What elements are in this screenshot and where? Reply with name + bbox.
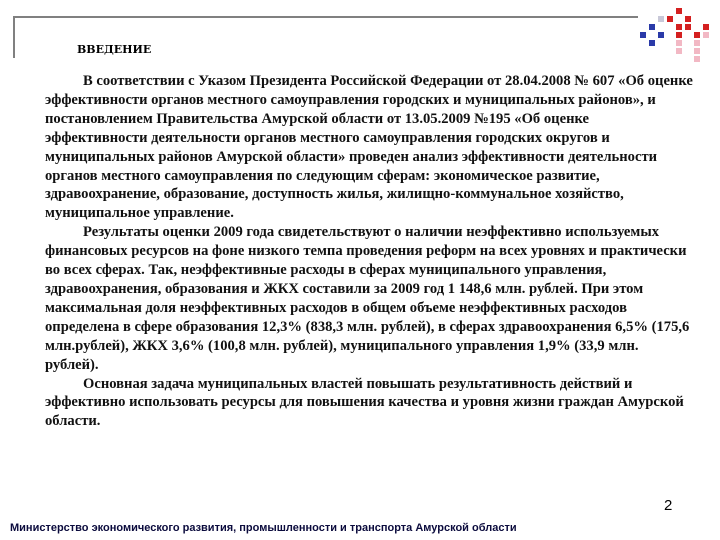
decorative-dot	[694, 56, 700, 62]
decorative-dot	[676, 32, 682, 38]
decorative-dot	[649, 40, 655, 46]
frame-horizontal-line	[13, 16, 638, 18]
body-text	[45, 72, 695, 431]
decorative-dot	[649, 24, 655, 30]
decorative-dot	[703, 32, 709, 38]
decorative-dots-logo	[640, 8, 718, 66]
decorative-dot	[694, 40, 700, 46]
decorative-dot	[667, 16, 673, 22]
frame-vertical-line	[13, 16, 15, 58]
decorative-dot	[658, 16, 664, 22]
decorative-dot	[676, 24, 682, 30]
decorative-dot	[676, 48, 682, 54]
decorative-dot	[685, 24, 691, 30]
footer-ministry-name: Министерство экономического развития, промышленности и транспорта Амурской области	[10, 522, 517, 534]
paragraph-1: В соответствии с Указом Президента Российской Федерации от 28.04.2008 № 607 «Об оценке эффективности органов местного самоуправления городских и муниципальных районов», и постановлением Правительства Амурской области от 13.05.2009 №195 «Об оценке эффективности деятельности органов местного самоуправления городских округов и муниципальных районов Амурской области» проведен анализ эффективности деятельности органов местного самоуправления по следующим сферам: экономическое развитие, здравоохранение, образование, доступность жилья, жилищно-коммунальное хозяйство, муниципальное управление.	[45, 73, 693, 222]
decorative-dot	[676, 8, 682, 14]
page-title: ВВЕДЕНИЕ	[77, 43, 152, 56]
decorative-dot	[694, 32, 700, 38]
paragraph-3: Основная задача муниципальных властей повышать результативность действий и эффективно использовать ресурсы для повышения качества и уровня жизни граждан Амурской области.	[45, 375, 684, 430]
decorative-dot	[676, 40, 682, 46]
paragraph-2: Результаты оценки 2009 года свидетельствуют о наличии неэффективно используемых финансовых ресурсов на фоне низкого темпа проведения реформ на всех уровнях и практически во всех сферах. Так, неэффективные расходы в сферах муниципального управления, здравоохранения, образования и ЖКХ составили за 2009 год 1 148,6 млн. рублей. При этом максимальная доля неэффективных расходов в общем объеме неэффективных расходов определена в сфере образования 12,3% (838,3 млн. рублей), в сферах здравоохранения 6,5% (175,6 млн.рублей), ЖКХ 3,6% (100,8 млн. рублей), муниципального управления 1,9% (33,9 млн. рублей).	[45, 224, 690, 373]
decorative-dot	[658, 32, 664, 38]
decorative-dot	[685, 16, 691, 22]
decorative-dot	[703, 24, 709, 30]
decorative-dot	[640, 32, 646, 38]
decorative-dot	[694, 48, 700, 54]
page-number: 2	[664, 497, 673, 514]
